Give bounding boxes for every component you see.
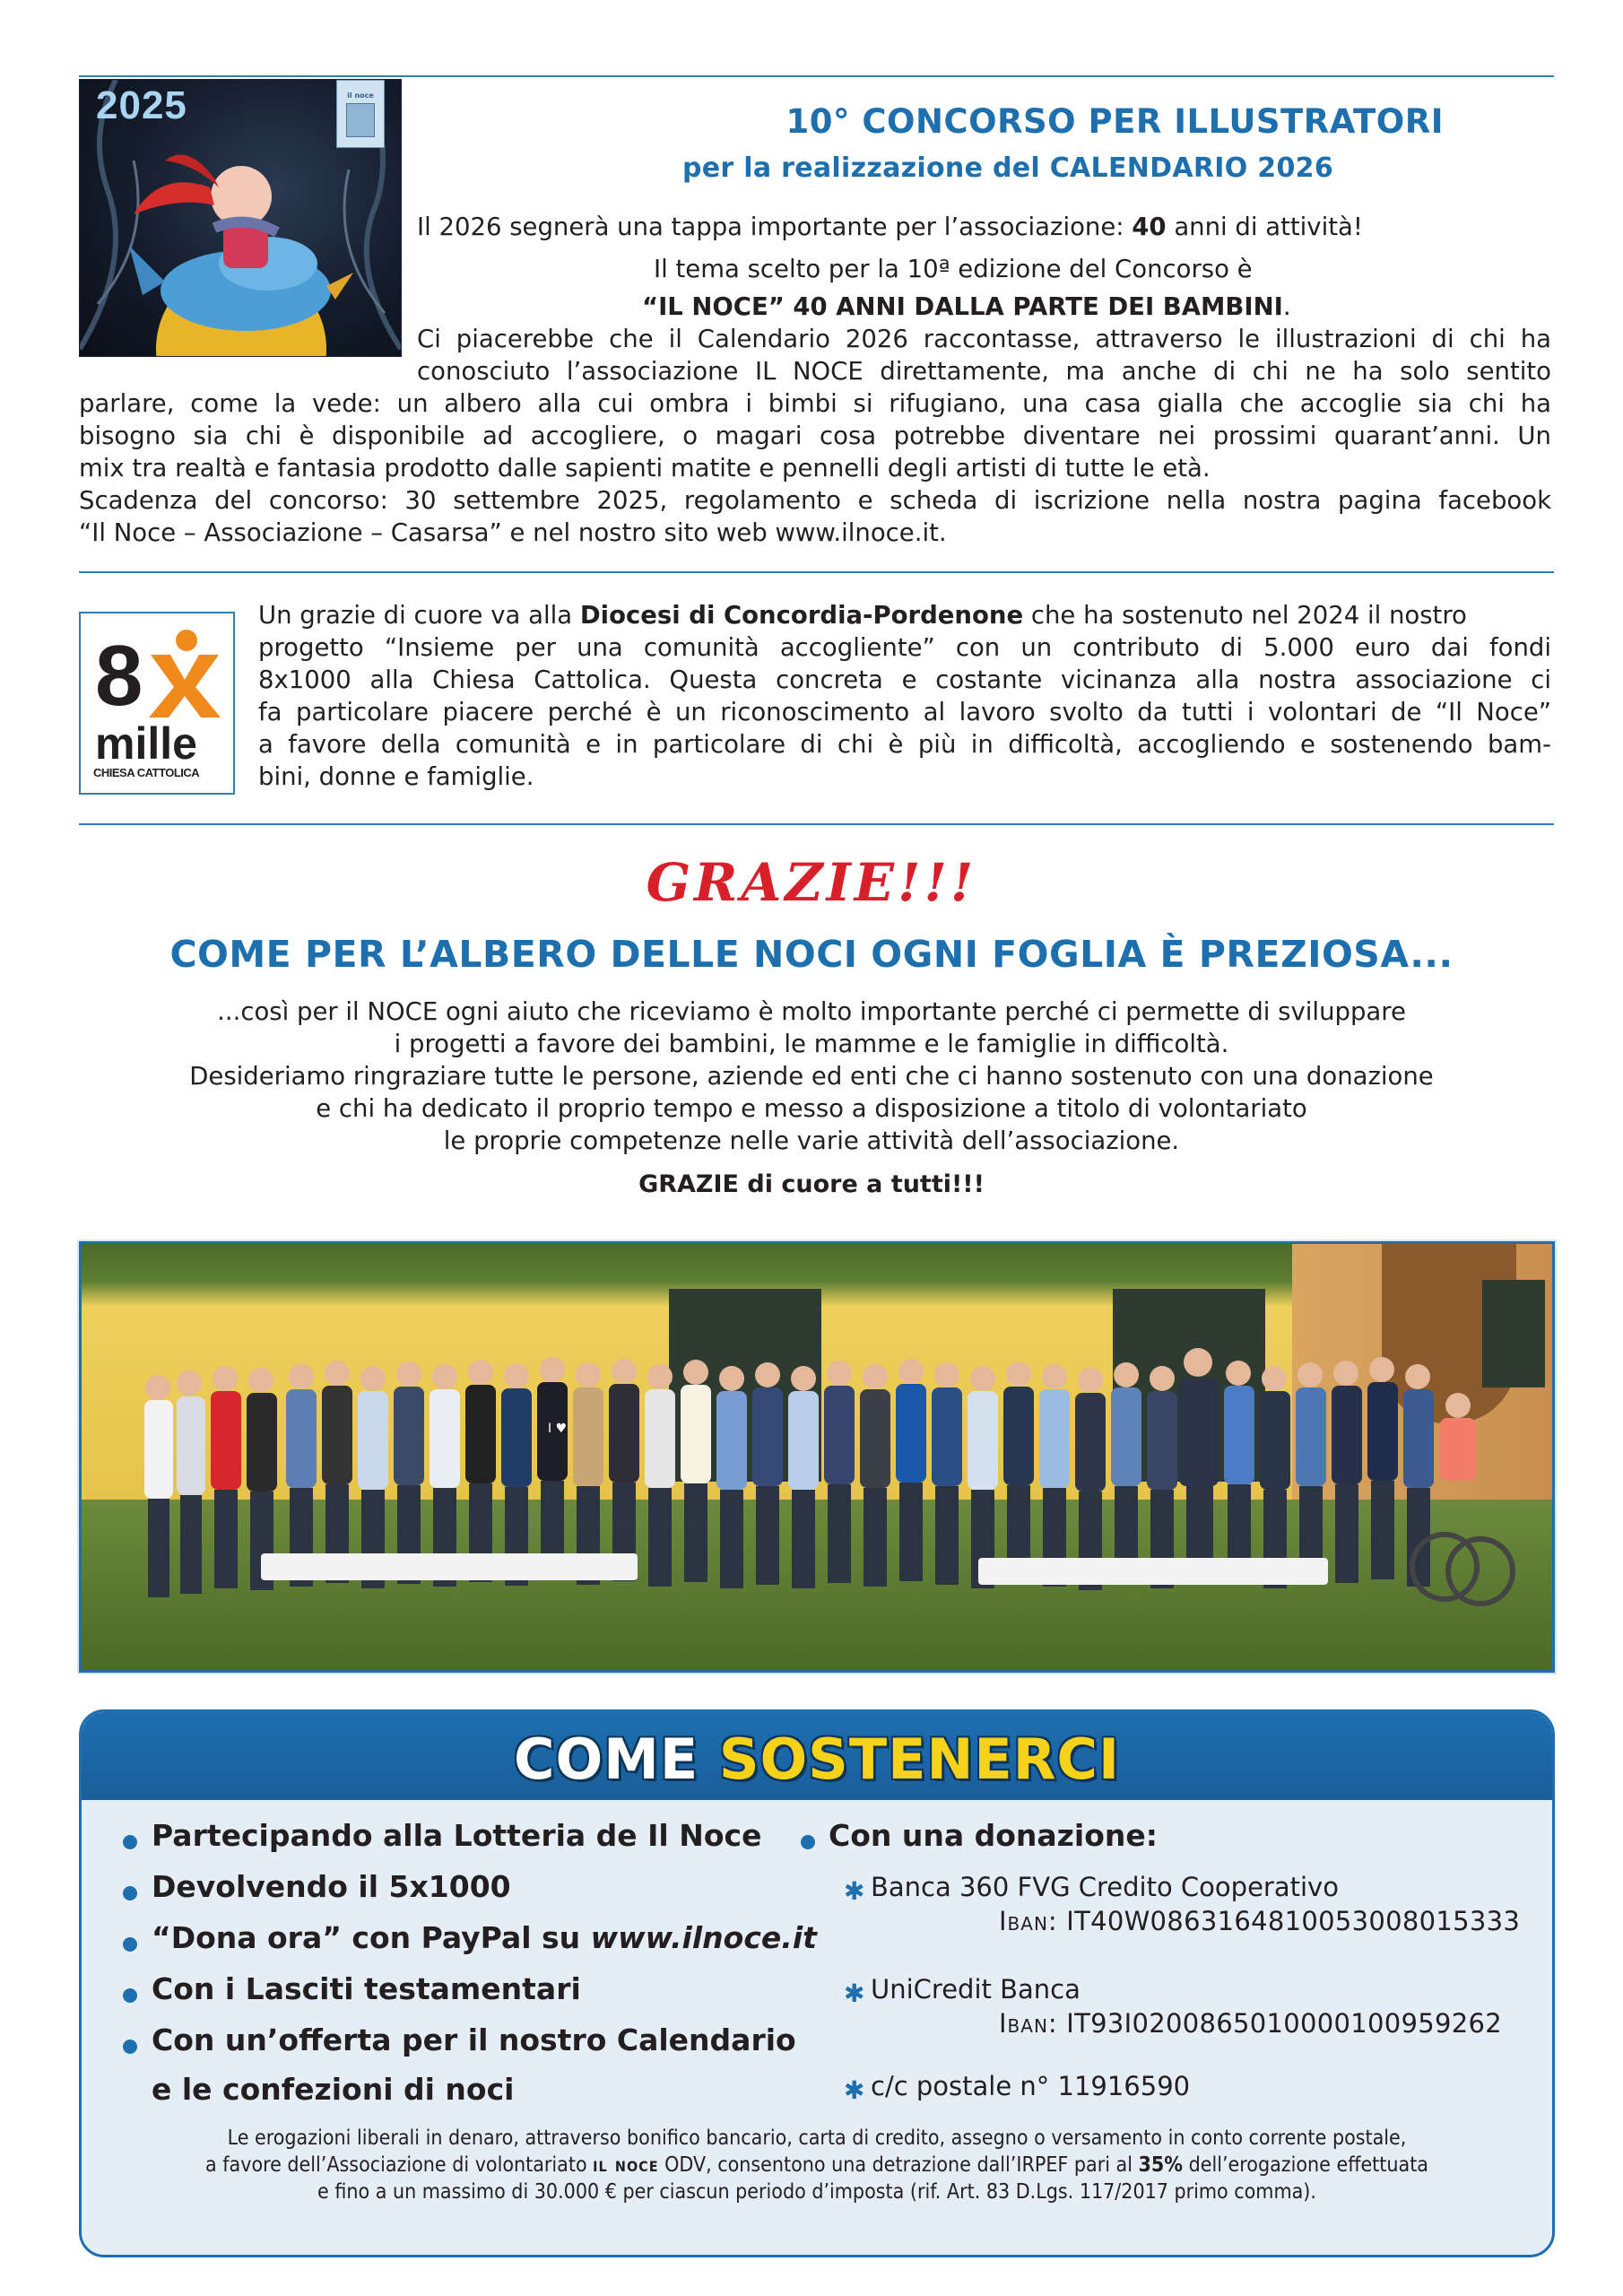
contest-line-6: parlare, come la vede: un albero alla cui ombra i bimbi si rifugiano, una casa gialla che accoglie sia chi ha: [79, 389, 1551, 418]
diocese-line-4: fa particolare piacere perché è un riconoscimento al lavoro svolto da tutti i volontari de “Il Noce”: [258, 698, 1551, 726]
thanks-line-4: e chi ha dedicato il proprio tempo e messo a disposizione a titolo di volontariato: [316, 1094, 1307, 1123]
diocese-line-3: 8x1000 alla Chiesa Cattolica. Questa concreta e costante vicinanza alla nostra associazione ci: [258, 665, 1551, 694]
tax-note-2c: ODV, consentono una detrazione dall’IRPEF pari al: [658, 2153, 1139, 2177]
bank-2-name: UniCredit Banca: [871, 1974, 1081, 2005]
bank-1-iban: [999, 1906, 1520, 1936]
table-right: [978, 1558, 1328, 1585]
bullet-icon: [801, 1835, 815, 1849]
diocese-line-1-text: Un grazie di cuore va alla: [258, 601, 580, 630]
group-of-people: [82, 1343, 1552, 1630]
divider-2: [79, 823, 1554, 825]
bullet-icon: [123, 1937, 137, 1952]
donation-heading: Con una donazione:: [829, 1818, 1158, 1853]
contest-deadline: Scadenza del concorso: 30 settembre 2025, regolamento e scheda di iscrizione nella nostra pagina facebook: [79, 486, 1551, 515]
iban-label: Iban:: [999, 1906, 1058, 1936]
support-box: [79, 1709, 1555, 2257]
top-divider: [79, 75, 1554, 77]
contest-line-8: mix tra realtà e fantasia prodotto dalle sapienti matite e pennelli degli artisti di tutte le età.: [79, 454, 1211, 483]
contest-line-7: bisogno sia chi è disponibile ad accogliere, o magari cosa potrebbe diventare nei prossimi quarant’anni. Un: [79, 422, 1551, 450]
tax-note-percentage: 35%: [1138, 2153, 1184, 2177]
support-item-bequests: Con i Lasciti testamentari: [152, 1971, 581, 2006]
tax-note-line-3: e fino a un massimo di 30.000 € per ciascun periodo d’imposta (rif. Art. 83 D.Lgs. 117/2017 primo comma).: [317, 2180, 1316, 2204]
contest-website-line[interactable]: “Il Noce – Associazione – Casarsa” e nel nostro sito web www.ilnoce.it.: [79, 518, 947, 547]
support-item-paypal: [152, 1920, 817, 1955]
calendar-badge-image: [346, 103, 375, 137]
diocese-line-1-end: che ha sostenuto nel 2024 il nostro: [1023, 601, 1467, 630]
iban-2-value: IT93I0200865010000100959262: [1066, 2008, 1502, 2039]
thanks-line-1: ...così per il NOCE ogni aiuto che riceviamo è molto importante perché ci permette di sviluppare: [217, 997, 1406, 1026]
logo-chiesa-cattolica: CHIESA CATTOLICA: [93, 766, 200, 779]
calendar-year: 2025: [96, 83, 187, 127]
contest-line-4: Ci piacerebbe che il Calendario 2026 raccontasse, attraverso le illustrazioni di chi ha: [417, 325, 1551, 353]
logo-eight: 8: [95, 628, 143, 724]
bank-2-iban: [999, 2008, 1502, 2039]
calendar-2025-cover-image: [79, 79, 402, 357]
contest-theme-end: .: [1282, 292, 1291, 321]
asterisk-icon: ✱: [844, 2075, 865, 2105]
bullet-icon: [123, 1886, 137, 1900]
divider-1: [79, 571, 1554, 573]
bullet-icon: [123, 1988, 137, 2003]
thanks-closing: GRAZIE di cuore a tutti!!!: [638, 1170, 985, 1198]
tax-note-2e: dell’erogazione effettuata: [1183, 2153, 1428, 2177]
logo-mille: mille: [95, 718, 197, 769]
postal-account: c/c postale n° 11916590: [871, 2071, 1191, 2101]
diocese-line-2: progetto “Insieme per una comunità accogliente” con un contributo di 5.000 euro dai fondi: [258, 633, 1551, 662]
contest-line-1: [417, 213, 1363, 241]
thanks-headline: COME PER L’ALBERO DELLE NOCI OGNI FOGLIA È PREZIOSA...: [169, 933, 1454, 976]
calendar-badge-text: il noce: [347, 91, 374, 100]
diocese-name: Diocesi di Concordia-Pordenone: [579, 601, 1024, 630]
volunteers-group-photo: [79, 1241, 1555, 1673]
tax-note-2a: a favore dell’Associazione di volontariato: [205, 2153, 594, 2177]
t-shirt-print: I ♥: [548, 1422, 568, 1436]
support-title-come: COME: [513, 1726, 699, 1792]
contest-years-highlight: 40: [1132, 213, 1167, 241]
bullet-icon: [123, 1835, 137, 1849]
paypal-text: “Dona ora” con PayPal su: [152, 1920, 591, 1955]
tax-note-line-1: Le erogazioni liberali in denaro, attraverso bonifico bancario, carta di credito, assegno o versamento in conto corrente postale,: [227, 2126, 1407, 2150]
diocese-line-5: a favore della comunità e in particolare di chi è più in difficoltà, accogliendo e sostenendo bam-: [258, 730, 1551, 759]
iban-label: Iban:: [999, 2008, 1058, 2039]
orange-x-icon: [143, 628, 224, 718]
calendar-badge: [336, 80, 385, 148]
thanks-line-5: le proprie competenze nelle varie attività dell’associazione.: [443, 1126, 1180, 1155]
contest-subtitle: per la realizzazione del CALENDARIO 2026: [682, 152, 1333, 184]
tax-note-line-2: [82, 2152, 1552, 2179]
contest-line-2: Il tema scelto per la 10ª edizione del Concorso è: [654, 255, 1253, 283]
contest-theme-text: “IL NOCE” 40 ANNI DALLA PARTE DEI BAMBINI: [642, 292, 1283, 321]
asterisk-icon: ✱: [844, 1876, 865, 1906]
support-item-calendar: Con un’offerta per il nostro Calendario: [152, 2022, 796, 2057]
contest-line-1-text: Il 2026 segnerà una tappa importante per l’associazione:: [417, 213, 1133, 241]
tax-note-association: il noce: [593, 2153, 659, 2177]
8x1000-logo: [79, 612, 235, 795]
asterisk-icon: ✱: [844, 1979, 865, 2008]
contest-theme: [642, 292, 1291, 321]
thanks-line-3: Desideriamo ringraziare tutte le persone, aziende ed enti che ci hanno sostenuto con una donazione: [189, 1062, 1434, 1091]
table-left: [261, 1553, 638, 1580]
bullet-icon: [123, 2039, 137, 2054]
paypal-link[interactable]: www.ilnoce.it: [590, 1920, 817, 1955]
support-title: [514, 1726, 1120, 1792]
thanks-line-2: i progetti a favore dei bambini, le mamme e le famiglie in difficoltà.: [394, 1030, 1229, 1058]
bank-1-name: Banca 360 FVG Credito Cooperativo: [871, 1872, 1339, 1902]
diocese-line-6: bini, donne e famiglie.: [258, 762, 534, 791]
support-item-calendar-cont: e le confezioni di noci: [152, 2072, 515, 2107]
support-title-sostenerci: SOSTENERCI: [718, 1726, 1121, 1792]
contest-line-1-end: anni di attività!: [1166, 213, 1363, 241]
support-item-5x1000: Devolvendo il 5x1000: [152, 1869, 511, 1904]
contest-title: 10° CONCORSO PER ILLUSTRATORI: [785, 102, 1444, 141]
support-header: [82, 1712, 1552, 1800]
contest-line-5: conosciuto l’associazione IL NOCE direttamente, ma anche di chi ne ha solo sentito: [417, 357, 1551, 386]
diocese-line-1: [258, 601, 1551, 630]
support-item-lottery: Partecipando alla Lotteria de Il Noce: [152, 1818, 762, 1853]
grazie-heading: GRAZIE!!!: [646, 852, 977, 913]
iban-1-value: IT40W0863164810053008015333: [1066, 1906, 1521, 1936]
